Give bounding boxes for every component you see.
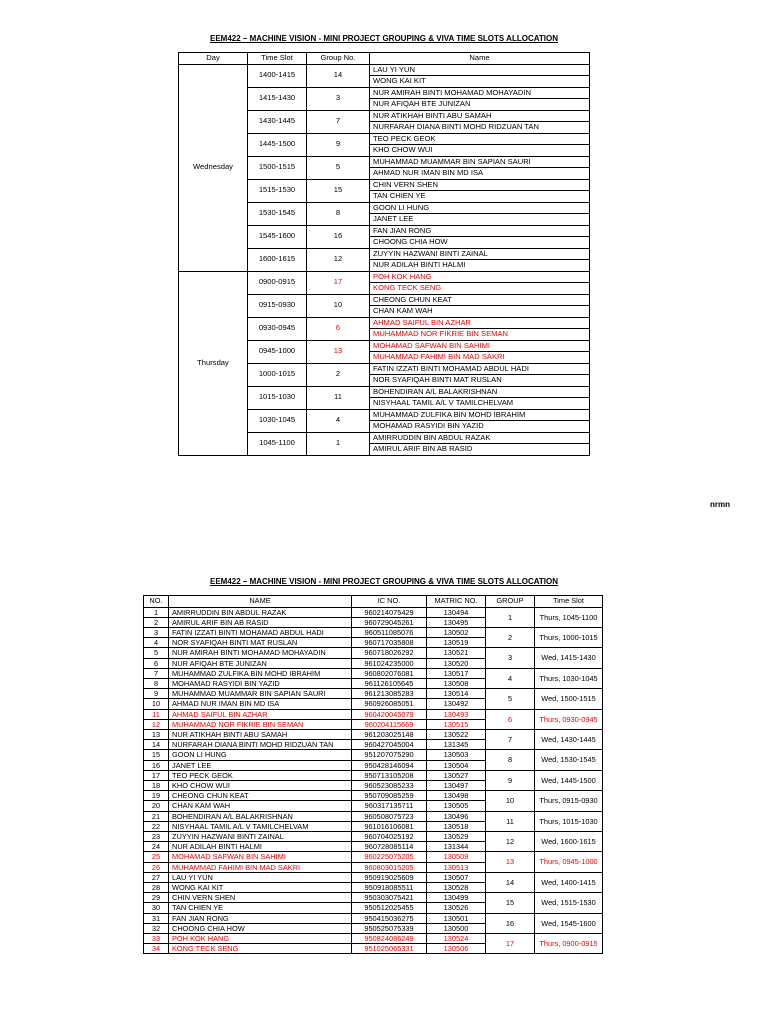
- group-no-cell: 9: [307, 133, 370, 156]
- no-cell: 26: [144, 862, 169, 872]
- no-cell: 6: [144, 658, 169, 668]
- ic-no-cell: 960926085051: [352, 699, 427, 709]
- header-no: NO.: [144, 596, 169, 608]
- member-name-cell: CHAN KAM WAH: [370, 306, 590, 318]
- group-cell: 12: [486, 831, 535, 851]
- group-cell: 9: [486, 770, 535, 790]
- ic-no-cell: 960803015205: [352, 862, 427, 872]
- time-slot-cell: 1400-1415: [248, 64, 307, 87]
- no-cell: 22: [144, 821, 169, 831]
- header-day: Day: [179, 53, 248, 65]
- group-cell: 6: [486, 709, 535, 729]
- member-name-cell: CHEONG CHUN KEAT: [370, 294, 590, 306]
- no-cell: 8: [144, 678, 169, 688]
- no-cell: 27: [144, 872, 169, 882]
- no-cell: 11: [144, 709, 169, 719]
- header-name: Name: [370, 53, 590, 65]
- group-no-cell: 11: [307, 386, 370, 409]
- ic-no-cell: 960427045004: [352, 740, 427, 750]
- time-slot-cell: 1445-1500: [248, 133, 307, 156]
- ic-no-cell: 950303075421: [352, 893, 427, 903]
- ic-no-cell: 960718026292: [352, 648, 427, 658]
- group-cell: 11: [486, 811, 535, 831]
- ic-no-cell: 951025065331: [352, 944, 427, 954]
- roster-row: [144, 709, 603, 719]
- no-cell: 23: [144, 831, 169, 841]
- group-cell: 16: [486, 913, 535, 933]
- member-name-cell: CHIN VERN SHEN: [370, 179, 590, 191]
- no-cell: 25: [144, 852, 169, 862]
- member-name-cell: MUHAMMAD FAHIMI BIN MAD SAKRI: [370, 352, 590, 364]
- time-slot-cell: 1430-1445: [248, 110, 307, 133]
- group-cell: 14: [486, 872, 535, 892]
- ic-no-cell: 960511085076: [352, 627, 427, 637]
- group-cell: 13: [486, 852, 535, 872]
- footer-note: nrmn: [710, 500, 730, 509]
- name-cell: LAU YI YUN: [169, 872, 352, 882]
- time-slot-cell: 0945-1000: [248, 340, 307, 363]
- name-cell: NOR SYAFIQAH BINTI MAT RUSLAN: [169, 638, 352, 648]
- roster-row: [144, 648, 603, 658]
- ic-no-cell: 960802076081: [352, 668, 427, 678]
- ic-no-cell: 961203025148: [352, 729, 427, 739]
- group-no-cell: 5: [307, 156, 370, 179]
- ic-no-cell: 960225075205: [352, 852, 427, 862]
- no-cell: 9: [144, 689, 169, 699]
- group-cell: 7: [486, 729, 535, 749]
- no-cell: 34: [144, 944, 169, 954]
- member-name-cell: MUHAMMAD ZULFIKA BIN MOHD IBRAHIM: [370, 409, 590, 421]
- ic-no-cell: 960508075723: [352, 811, 427, 821]
- ic-no-cell: 960704025192: [352, 831, 427, 841]
- ic-no-cell: 960204115669: [352, 719, 427, 729]
- matric-no-cell: 130508: [427, 678, 486, 688]
- no-cell: 10: [144, 699, 169, 709]
- name-cell: MOHAMAD RASYIDI BIN YAZID: [169, 678, 352, 688]
- roster-row: [144, 607, 603, 617]
- member-name-cell: TEO PECK GEOK: [370, 133, 590, 145]
- member-name-cell: CHOONG CHIA HOW: [370, 237, 590, 249]
- time-slot-cell: 0930-0945: [248, 317, 307, 340]
- ic-no-cell: 950918085511: [352, 882, 427, 892]
- member-name-cell: GOON LI HUNG: [370, 202, 590, 214]
- matric-no-cell: 131344: [427, 842, 486, 852]
- matric-no-cell: 130495: [427, 617, 486, 627]
- name-cell: GOON LI HUNG: [169, 750, 352, 760]
- name-cell: TAN CHIEN YE: [169, 903, 352, 913]
- schedule-row: [179, 64, 590, 76]
- matric-no-cell: 130515: [427, 719, 486, 729]
- time-slot-cell: Wed, 1415-1430: [535, 648, 603, 668]
- ic-no-cell: 960729045261: [352, 617, 427, 627]
- member-name-cell: AMIRUL ARIF BIN AB RASID: [370, 444, 590, 456]
- matric-no-cell: 130519: [427, 638, 486, 648]
- group-cell: 15: [486, 893, 535, 913]
- member-name-cell: NUR ADILAH BINTI HALMI: [370, 260, 590, 272]
- member-name-cell: MUHAMMAD MUAMMAR BIN SAPIAN SAURI: [370, 156, 590, 168]
- no-cell: 29: [144, 893, 169, 903]
- matric-no-cell: 130494: [427, 607, 486, 617]
- matric-no-cell: 130503: [427, 750, 486, 760]
- ic-no-cell: 961213085283: [352, 689, 427, 699]
- time-slot-cell: Thurs, 1000-1015: [535, 627, 603, 647]
- matric-no-cell: 130504: [427, 760, 486, 770]
- name-cell: NURFARAH DIANA BINTI MOHD RIDZUAN TAN: [169, 740, 352, 750]
- time-slot-cell: Wed, 1515-1530: [535, 893, 603, 913]
- matric-no-cell: 130501: [427, 913, 486, 923]
- name-cell: WONG KAI KIT: [169, 882, 352, 892]
- time-slot-cell: Thurs, 1030-1045: [535, 668, 603, 688]
- name-cell: BOHENDIRAN A/L BALAKRISHNAN: [169, 811, 352, 821]
- time-slot-cell: Wed, 1545-1600: [535, 913, 603, 933]
- no-cell: 24: [144, 842, 169, 852]
- day-cell: Wednesday: [179, 64, 248, 271]
- group-no-cell: 4: [307, 409, 370, 432]
- time-slot-cell: 1545-1600: [248, 225, 307, 248]
- name-cell: KHO CHOW WUI: [169, 780, 352, 790]
- matric-no-cell: 130498: [427, 791, 486, 801]
- time-slot-cell: Thurs, 0945-1000: [535, 852, 603, 872]
- group-cell: 10: [486, 791, 535, 811]
- matric-no-cell: 130526: [427, 903, 486, 913]
- name-cell: NISYHAAL TAMIL A/L V TAMILCHELVAM: [169, 821, 352, 831]
- roster-row: [144, 729, 603, 739]
- group-no-cell: 7: [307, 110, 370, 133]
- name-cell: ZUYYIN HAZWANI BINTI ZAINAL: [169, 831, 352, 841]
- roster-table: [143, 595, 603, 954]
- ic-no-cell: 960523085233: [352, 780, 427, 790]
- time-slot-cell: Thurs, 0915-0930: [535, 791, 603, 811]
- roster-row: [144, 934, 603, 944]
- no-cell: 1: [144, 607, 169, 617]
- time-slot-cell: 1515-1530: [248, 179, 307, 202]
- ic-no-cell: 950415036275: [352, 913, 427, 923]
- no-cell: 7: [144, 668, 169, 678]
- time-slot-cell: 1000-1015: [248, 363, 307, 386]
- roster-row: [144, 831, 603, 841]
- no-cell: 19: [144, 791, 169, 801]
- matric-no-cell: 130496: [427, 811, 486, 821]
- no-cell: 33: [144, 934, 169, 944]
- time-slot-cell: Thurs, 1045-1100: [535, 607, 603, 627]
- no-cell: 3: [144, 627, 169, 637]
- roster-row: [144, 750, 603, 760]
- name-cell: JANET LEE: [169, 760, 352, 770]
- ic-no-cell: 961024235000: [352, 658, 427, 668]
- matric-no-cell: 130521: [427, 648, 486, 658]
- matric-no-cell: 130518: [427, 821, 486, 831]
- group-cell: 3: [486, 648, 535, 668]
- matric-no-cell: 130529: [427, 831, 486, 841]
- header-group-no: Group No.: [307, 53, 370, 65]
- member-name-cell: POH KOK HANG: [370, 271, 590, 283]
- group-cell: 2: [486, 627, 535, 647]
- roster-row: [144, 689, 603, 699]
- name-cell: KONG TECK SENG: [169, 944, 352, 954]
- member-name-cell: AHMAD SAIFUL BIN AZHAR: [370, 317, 590, 329]
- time-slot-cell: Wed, 1400-1415: [535, 872, 603, 892]
- ic-no-cell: 961126105645: [352, 678, 427, 688]
- ic-no-cell: 960214075429: [352, 607, 427, 617]
- time-slot-cell: 0915-0930: [248, 294, 307, 317]
- member-name-cell: NUR AFIQAH BTE JUNIZAN: [370, 99, 590, 111]
- header-name: NAME: [169, 596, 352, 608]
- group-no-cell: 14: [307, 64, 370, 87]
- roster-row: [144, 770, 603, 780]
- matric-no-cell: 130506: [427, 944, 486, 954]
- member-name-cell: AHMAD NUR IMAN BIN MD ISA: [370, 168, 590, 180]
- name-cell: AHMAD SAIFUL BIN AZHAR: [169, 709, 352, 719]
- name-cell: FATIN IZZATI BINTI MOHAMAD ABDUL HADI: [169, 627, 352, 637]
- member-name-cell: MOHAMAD RASYIDI BIN YAZID: [370, 421, 590, 433]
- header-time-slot: Time Slot: [248, 53, 307, 65]
- group-no-cell: 17: [307, 271, 370, 294]
- time-slot-cell: Wed, 1445-1500: [535, 770, 603, 790]
- roster-row: [144, 893, 603, 903]
- name-cell: FAN JIAN RONG: [169, 913, 352, 923]
- member-name-cell: AMIRRUDDIN BIN ABDUL RAZAK: [370, 432, 590, 444]
- no-cell: 20: [144, 801, 169, 811]
- name-cell: CHAN KAM WAH: [169, 801, 352, 811]
- matric-no-cell: 131345: [427, 740, 486, 750]
- matric-no-cell: 130520: [427, 658, 486, 668]
- name-cell: NUR ADILAH BINTI HALMI: [169, 842, 352, 852]
- time-slot-cell: 1015-1030: [248, 386, 307, 409]
- matric-no-cell: 130509: [427, 852, 486, 862]
- matric-no-cell: 130507: [427, 872, 486, 882]
- no-cell: 4: [144, 638, 169, 648]
- ic-no-cell: 950709085259: [352, 791, 427, 801]
- member-name-cell: FAN JIAN RONG: [370, 225, 590, 237]
- name-cell: MOHAMAD SAFWAN BIN SAHIMI: [169, 852, 352, 862]
- group-no-cell: 1: [307, 432, 370, 455]
- member-name-cell: MUHAMMAD NOR FIKRIE BIN SEMAN: [370, 329, 590, 341]
- group-no-cell: 3: [307, 87, 370, 110]
- member-name-cell: MOHAMAD SAFWAN BIN SAHIMI: [370, 340, 590, 352]
- ic-no-cell: 960728085114: [352, 842, 427, 852]
- name-cell: NUR ATIKHAH BINTI ABU SAMAH: [169, 729, 352, 739]
- member-name-cell: NUR AMIRAH BINTI MOHAMAD MOHAYADIN: [370, 87, 590, 99]
- ic-no-cell: 960717035808: [352, 638, 427, 648]
- group-no-cell: 15: [307, 179, 370, 202]
- member-name-cell: KHO CHOW WUI: [370, 145, 590, 157]
- member-name-cell: LAU YI YUN: [370, 64, 590, 76]
- matric-no-cell: 130492: [427, 699, 486, 709]
- no-cell: 5: [144, 648, 169, 658]
- schedule-header-row: [179, 53, 590, 65]
- name-cell: MUHAMMAD NOR FIKRIE BIN SEMAN: [169, 719, 352, 729]
- group-cell: 1: [486, 607, 535, 627]
- group-no-cell: 6: [307, 317, 370, 340]
- header-time-slot: Time Slot: [535, 596, 603, 608]
- matric-no-cell: 130513: [427, 862, 486, 872]
- name-cell: AHMAD NUR IMAN BIN MD ISA: [169, 699, 352, 709]
- member-name-cell: NUR ATIKHAH BINTI ABU SAMAH: [370, 110, 590, 122]
- member-name-cell: NURFARAH DIANA BINTI MOHD RIDZUAN TAN: [370, 122, 590, 134]
- name-cell: AMIRUL ARIF BIN AB RASID: [169, 617, 352, 627]
- group-no-cell: 13: [307, 340, 370, 363]
- name-cell: CHIN VERN SHEN: [169, 893, 352, 903]
- matric-no-cell: 130517: [427, 668, 486, 678]
- time-slot-cell: Thurs, 0930-0945: [535, 709, 603, 729]
- member-name-cell: NISYHAAL TAMIL A/L V TAMILCHELVAM: [370, 398, 590, 410]
- no-cell: 30: [144, 903, 169, 913]
- ic-no-cell: 961016106081: [352, 821, 427, 831]
- time-slot-cell: Thurs, 0900-0915: [535, 934, 603, 954]
- roster-row: [144, 872, 603, 882]
- matric-no-cell: 130527: [427, 770, 486, 780]
- no-cell: 18: [144, 780, 169, 790]
- matric-no-cell: 130502: [427, 627, 486, 637]
- time-slot-cell: 1530-1545: [248, 202, 307, 225]
- time-slot-cell: 1600-1615: [248, 248, 307, 271]
- matric-no-cell: 130514: [427, 689, 486, 699]
- ic-no-cell: 950512025455: [352, 903, 427, 913]
- name-cell: TEO PECK GEOK: [169, 770, 352, 780]
- member-name-cell: WONG KAI KIT: [370, 76, 590, 88]
- ic-no-cell: 960420045079: [352, 709, 427, 719]
- matric-no-cell: 130497: [427, 780, 486, 790]
- time-slot-cell: 1030-1045: [248, 409, 307, 432]
- member-name-cell: FATIN IZZATI BINTI MOHAMAD ABDUL HADI: [370, 363, 590, 375]
- no-cell: 15: [144, 750, 169, 760]
- group-cell: 17: [486, 934, 535, 954]
- no-cell: 16: [144, 760, 169, 770]
- group-no-cell: 10: [307, 294, 370, 317]
- no-cell: 13: [144, 729, 169, 739]
- roster-row: [144, 668, 603, 678]
- ic-no-cell: 950919025609: [352, 872, 427, 882]
- header-matric-no: MATRIC NO.: [427, 596, 486, 608]
- time-slot-cell: Wed, 1530-1545: [535, 750, 603, 770]
- member-name-cell: JANET LEE: [370, 214, 590, 226]
- time-slot-cell: 1500-1515: [248, 156, 307, 179]
- schedule-table: [178, 52, 590, 456]
- name-cell: CHOONG CHIA HOW: [169, 923, 352, 933]
- roster-header-row: [144, 596, 603, 608]
- matric-no-cell: 130499: [427, 893, 486, 903]
- name-cell: MUHAMMAD FAHIMI BIN MAD SAKRI: [169, 862, 352, 872]
- header-ic-no: IC NO.: [352, 596, 427, 608]
- ic-no-cell: 951207075290: [352, 750, 427, 760]
- member-name-cell: KONG TECK SENG: [370, 283, 590, 295]
- ic-no-cell: 950713105208: [352, 770, 427, 780]
- schedule-row: [179, 271, 590, 283]
- name-cell: NUR AFIQAH BTE JUNIZAN: [169, 658, 352, 668]
- time-slot-cell: Thurs, 1015-1030: [535, 811, 603, 831]
- roster-row: [144, 811, 603, 821]
- time-slot-cell: 0900-0915: [248, 271, 307, 294]
- group-no-cell: 2: [307, 363, 370, 386]
- roster-title: EEM422 – MACHINE VISION - MINI PROJECT GROUPING & VIVA TIME SLOTS ALLOCATION: [209, 577, 559, 586]
- matric-no-cell: 130522: [427, 729, 486, 739]
- matric-no-cell: 130493: [427, 709, 486, 719]
- header-group: GROUP: [486, 596, 535, 608]
- ic-no-cell: 950824086249: [352, 934, 427, 944]
- ic-no-cell: 950525075339: [352, 923, 427, 933]
- roster-row: [144, 852, 603, 862]
- name-cell: AMIRRUDDIN BIN ABDUL RAZAK: [169, 607, 352, 617]
- name-cell: POH KOK HANG: [169, 934, 352, 944]
- member-name-cell: TAN CHIEN YE: [370, 191, 590, 203]
- no-cell: 17: [144, 770, 169, 780]
- name-cell: NUR AMIRAH BINTI MOHAMAD MOHAYADIN: [169, 648, 352, 658]
- no-cell: 32: [144, 923, 169, 933]
- group-no-cell: 16: [307, 225, 370, 248]
- group-cell: 4: [486, 668, 535, 688]
- name-cell: CHEONG CHUN KEAT: [169, 791, 352, 801]
- time-slot-cell: 1415-1430: [248, 87, 307, 110]
- member-name-cell: BOHENDIRAN A/L BALAKRISHNAN: [370, 386, 590, 398]
- no-cell: 31: [144, 913, 169, 923]
- day-cell: Thursday: [179, 271, 248, 455]
- schedule-title: EEM422 – MACHINE VISION - MINI PROJECT GROUPING & VIVA TIME SLOTS ALLOCATION: [209, 34, 559, 43]
- group-no-cell: 12: [307, 248, 370, 271]
- name-cell: MUHAMMAD ZULFIKA BIN MOHD IBRAHIM: [169, 668, 352, 678]
- matric-no-cell: 130500: [427, 923, 486, 933]
- group-cell: 8: [486, 750, 535, 770]
- time-slot-cell: Wed, 1500-1515: [535, 689, 603, 709]
- roster-row: [144, 627, 603, 637]
- no-cell: 2: [144, 617, 169, 627]
- matric-no-cell: 130524: [427, 934, 486, 944]
- ic-no-cell: 950428146094: [352, 760, 427, 770]
- no-cell: 28: [144, 882, 169, 892]
- roster-row: [144, 913, 603, 923]
- time-slot-cell: Wed, 1600-1615: [535, 831, 603, 851]
- roster-row: [144, 791, 603, 801]
- member-name-cell: NOR SYAFIQAH BINTI MAT RUSLAN: [370, 375, 590, 387]
- group-cell: 5: [486, 689, 535, 709]
- matric-no-cell: 130528: [427, 882, 486, 892]
- no-cell: 21: [144, 811, 169, 821]
- member-name-cell: ZUYYIN HAZWANI BINTI ZAINAL: [370, 248, 590, 260]
- time-slot-cell: Wed, 1430-1445: [535, 729, 603, 749]
- no-cell: 14: [144, 740, 169, 750]
- no-cell: 12: [144, 719, 169, 729]
- matric-no-cell: 130505: [427, 801, 486, 811]
- name-cell: MUHAMMAD MUAMMAR BIN SAPIAN SAURI: [169, 689, 352, 699]
- time-slot-cell: 1045-1100: [248, 432, 307, 455]
- group-no-cell: 8: [307, 202, 370, 225]
- ic-no-cell: 960317135711: [352, 801, 427, 811]
